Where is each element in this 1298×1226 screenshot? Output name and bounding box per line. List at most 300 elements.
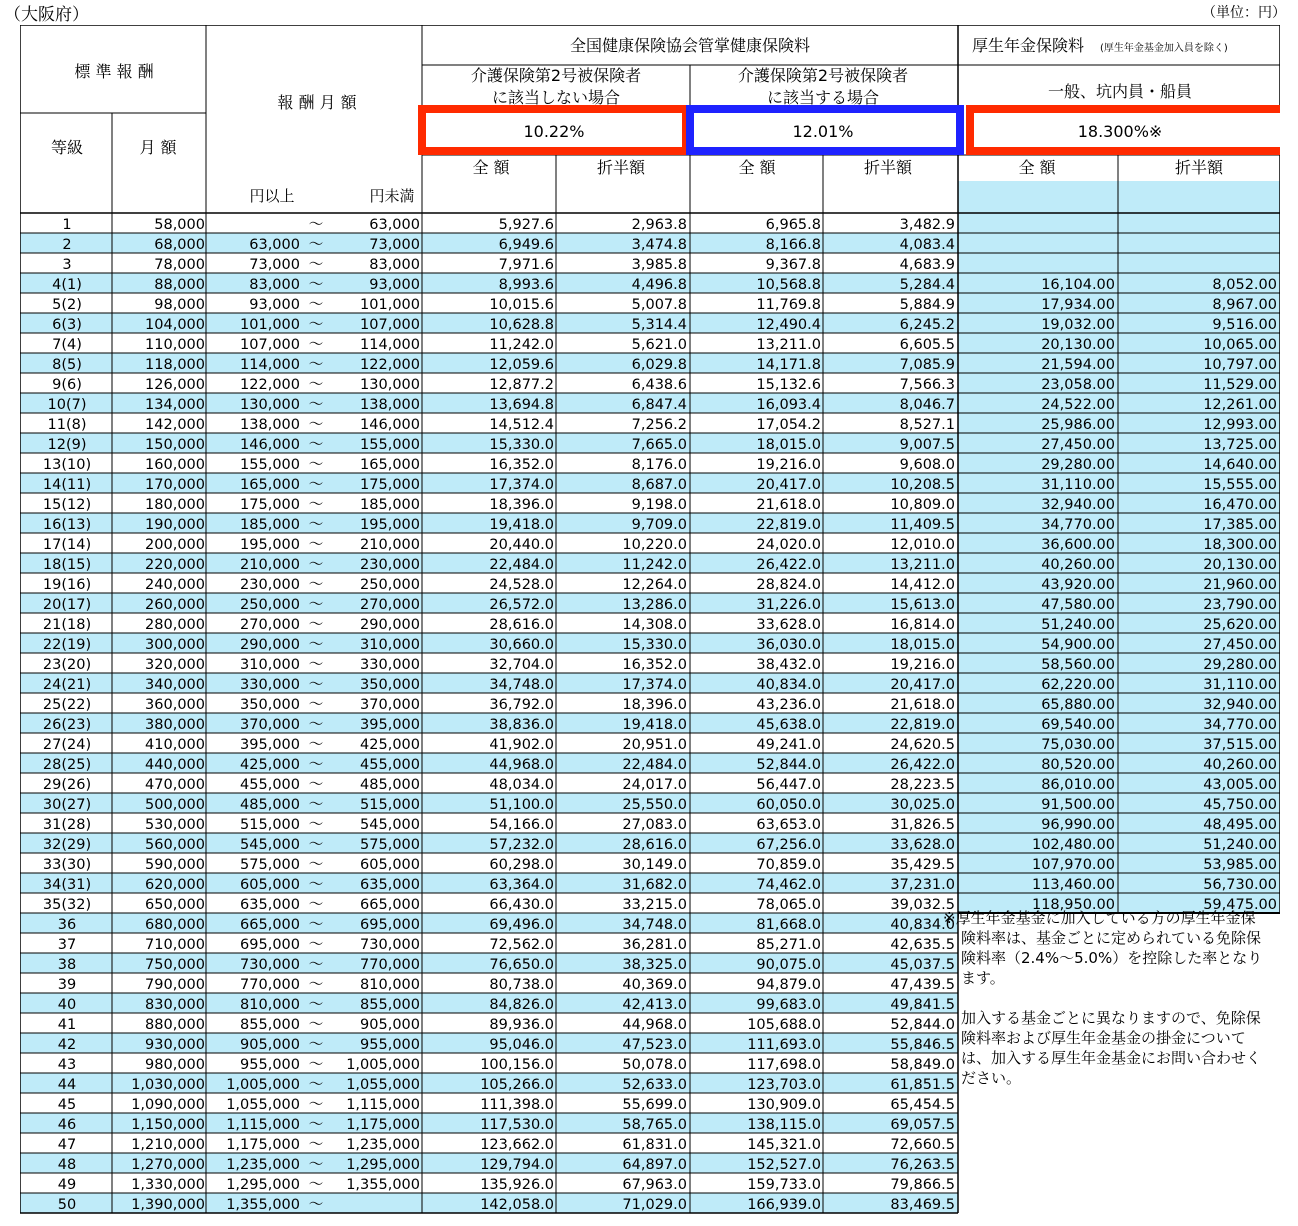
cell-health-full: 5,927.6 (498, 217, 554, 233)
cell-pension-half: 8,967.00 (1212, 297, 1277, 313)
cell-from: 290,000 (240, 637, 300, 653)
cell-to: 665,000 (360, 897, 420, 913)
cell-care-half: 8,527.1 (899, 417, 955, 433)
cell-health-half: 12,264.0 (622, 577, 687, 593)
cell-care-full: 40,834.0 (756, 677, 821, 693)
cell-health-half: 18,396.0 (622, 697, 687, 713)
cell-grade: 10(7) (47, 397, 87, 413)
cell-tilde: ～ (308, 997, 324, 1013)
cell-pension-full: 34,770.00 (1041, 517, 1115, 533)
cell-pension-half: 48,495.00 (1203, 817, 1277, 833)
cell-tilde: ～ (308, 1197, 324, 1213)
cell-from: 695,000 (240, 937, 300, 953)
cell-monthly: 110,000 (145, 337, 205, 353)
cell-tilde: ～ (308, 357, 324, 373)
cell-from: 905,000 (240, 1037, 300, 1053)
cell-grade: 43 (57, 1057, 77, 1073)
cell-from: 230,000 (240, 577, 300, 593)
cell-pension-full: 118,950.00 (1031, 897, 1115, 913)
cell-pension-full: 65,880.00 (1041, 697, 1115, 713)
cell-monthly: 68,000 (154, 237, 205, 253)
cell-health-full: 10,015.6 (489, 297, 554, 313)
cell-monthly: 118,000 (145, 357, 205, 373)
header-full-1: 全 額 (472, 158, 510, 177)
pension-fund-note (943, 908, 1263, 1108)
cell-health-half: 8,687.0 (631, 477, 687, 493)
cell-care-full: 22,819.0 (756, 517, 821, 533)
cell-health-half: 42,413.0 (622, 997, 687, 1013)
cell-health-full: 26,572.0 (489, 597, 554, 613)
cell-pension-full: 51,240.00 (1041, 617, 1115, 633)
cell-to: 155,000 (360, 437, 420, 453)
cell-monthly: 470,000 (145, 777, 205, 793)
cell-to: 93,000 (369, 277, 420, 293)
cell-pension-full: 40,260.00 (1041, 557, 1115, 573)
cell-health-half: 4,496.8 (631, 277, 687, 293)
table-row (43, 617, 1277, 633)
cell-health-full: 36,792.0 (489, 697, 554, 713)
cell-health-half: 13,286.0 (622, 597, 687, 613)
cell-monthly: 300,000 (145, 637, 205, 653)
cell-care-half: 18,015.0 (890, 637, 955, 653)
cell-health-full: 12,877.2 (489, 377, 554, 393)
cell-grade: 33(30) (42, 857, 92, 873)
cell-care-half: 3,482.9 (899, 217, 955, 233)
cell-health-full: 72,562.0 (489, 937, 554, 953)
cell-tilde: ～ (308, 857, 324, 873)
cell-grade: 8(5) (52, 357, 82, 373)
cell-care-full: 38,432.0 (756, 657, 821, 673)
cell-to: 122,000 (360, 357, 420, 373)
cell-health-full: 66,430.0 (489, 897, 554, 913)
cell-health-half: 5,314.4 (631, 317, 687, 333)
cell-care-full: 24,020.0 (756, 537, 821, 553)
cell-to: 185,000 (360, 497, 420, 513)
cell-monthly: 78,000 (154, 257, 205, 273)
cell-health-half: 16,352.0 (622, 657, 687, 673)
cell-care-half: 6,245.2 (899, 317, 955, 333)
table-row (43, 857, 1277, 873)
cell-monthly: 320,000 (145, 657, 205, 673)
cell-health-half: 36,281.0 (622, 937, 687, 953)
cell-care-full: 8,166.8 (765, 237, 821, 253)
cell-care-full: 26,422.0 (756, 557, 821, 573)
cell-tilde: ～ (308, 437, 324, 453)
cell-pension-half: 29,280.00 (1203, 657, 1277, 673)
cell-grade: 32(29) (42, 837, 92, 853)
cell-tilde: ～ (308, 1037, 324, 1053)
cell-care-full: 18,015.0 (756, 437, 821, 453)
cell-monthly: 930,000 (145, 1037, 205, 1053)
cell-care-full: 15,132.6 (756, 377, 821, 393)
cell-from: 730,000 (240, 957, 300, 973)
cell-health-full: 15,330.0 (489, 437, 554, 453)
cell-from: 195,000 (240, 537, 300, 553)
cell-health-full: 12,059.6 (489, 357, 554, 373)
cell-grade: 20(17) (42, 597, 92, 613)
cell-to: 955,000 (360, 1037, 420, 1053)
table-row (58, 957, 955, 973)
cell-care-half: 4,683.9 (899, 257, 955, 273)
cell-tilde: ～ (308, 617, 324, 633)
cell-health-half: 64,897.0 (622, 1157, 687, 1173)
cell-monthly: 170,000 (145, 477, 205, 493)
table-row (43, 497, 1277, 513)
cell-health-full: 17,374.0 (489, 477, 554, 493)
cell-grade: 50 (57, 1197, 77, 1213)
cell-care-full: 60,050.0 (756, 797, 821, 813)
cell-care-full: 123,703.0 (747, 1077, 821, 1093)
table-row (58, 1117, 955, 1133)
cell-care-half: 39,032.5 (890, 897, 955, 913)
cell-tilde: ～ (308, 237, 324, 253)
cell-care-half: 12,010.0 (890, 537, 955, 553)
cell-care-half: 10,208.5 (890, 477, 955, 493)
cell-health-full: 16,352.0 (489, 457, 554, 473)
cell-pension-half: 53,985.00 (1203, 857, 1277, 873)
cell-pension-full: 31,110.00 (1041, 477, 1115, 493)
cell-grade: 1 (62, 217, 72, 233)
cell-from: 122,000 (240, 377, 300, 393)
cell-tilde: ～ (308, 977, 324, 993)
cell-pension-half: 11,529.00 (1203, 377, 1277, 393)
cell-pension-half: 9,516.00 (1212, 317, 1277, 333)
cell-from: 1,295,000 (226, 1177, 300, 1193)
cell-from: 810,000 (240, 997, 300, 1013)
cell-grade: 37 (57, 937, 77, 953)
cell-health-half: 3,474.8 (631, 237, 687, 253)
cell-monthly: 560,000 (145, 837, 205, 853)
cell-monthly: 530,000 (145, 817, 205, 833)
table-row (58, 917, 955, 933)
cell-tilde: ～ (308, 297, 324, 313)
cell-tilde: ～ (308, 337, 324, 353)
cell-pension-full: 80,520.00 (1041, 757, 1115, 773)
header-care-not: 介護保険第2号被保険者 (470, 66, 642, 85)
cell-health-full: 30,660.0 (489, 637, 554, 653)
cell-care-half: 35,429.5 (890, 857, 955, 873)
cell-tilde: ～ (308, 797, 324, 813)
cell-monthly: 980,000 (145, 1057, 205, 1073)
table-row (58, 1197, 955, 1213)
table-row (52, 377, 1277, 393)
cell-care-full: 20,417.0 (756, 477, 821, 493)
cell-health-half: 10,220.0 (622, 537, 687, 553)
cell-health-full: 123,662.0 (480, 1137, 554, 1153)
cell-from: 130,000 (240, 397, 300, 413)
prefecture-label: （大阪府） (4, 5, 89, 25)
cell-health-full: 69,496.0 (489, 917, 554, 933)
cell-tilde: ～ (308, 457, 324, 473)
cell-care-half: 5,884.9 (899, 297, 955, 313)
cell-monthly: 880,000 (145, 1017, 205, 1033)
cell-care-half: 7,085.9 (899, 357, 955, 373)
cell-care-half: 52,844.0 (890, 1017, 955, 1033)
cell-tilde: ～ (308, 897, 324, 913)
cell-from: 1,175,000 (226, 1137, 300, 1153)
cell-health-half: 22,484.0 (622, 757, 687, 773)
cell-monthly: 134,000 (145, 397, 205, 413)
cell-health-full: 14,512.4 (489, 417, 554, 433)
cell-grade: 42 (57, 1037, 77, 1053)
cell-pension-half: 59,475.00 (1203, 897, 1277, 913)
cell-to: 1,005,000 (346, 1057, 420, 1073)
cell-care-full: 43,236.0 (756, 697, 821, 713)
cell-grade: 23(20) (42, 657, 92, 673)
cell-health-full: 28,616.0 (489, 617, 554, 633)
cell-tilde: ～ (308, 1097, 324, 1113)
header-general: 一般、坑内員・船員 (1047, 82, 1193, 101)
cell-health-full: 38,836.0 (489, 717, 554, 733)
cell-to: 485,000 (360, 777, 420, 793)
cell-care-full: 6,965.8 (765, 217, 821, 233)
cell-health-half: 24,017.0 (622, 777, 687, 793)
cell-grade: 5(2) (52, 297, 82, 313)
cell-tilde: ～ (308, 577, 324, 593)
cell-pension-half: 14,640.00 (1203, 457, 1277, 473)
cell-pension-full: 91,500.00 (1041, 797, 1115, 813)
cell-grade: 6(3) (52, 317, 82, 333)
pension-header-bg (958, 181, 1280, 213)
cell-health-half: 9,198.0 (631, 497, 687, 513)
cell-tilde: ～ (308, 817, 324, 833)
cell-care-full: 31,226.0 (756, 597, 821, 613)
cell-pension-full: 16,104.00 (1041, 277, 1115, 293)
cell-care-half: 49,841.5 (890, 997, 955, 1013)
cell-monthly: 240,000 (145, 577, 205, 593)
cell-from: 455,000 (240, 777, 300, 793)
cell-tilde: ～ (308, 937, 324, 953)
cell-monthly: 750,000 (145, 957, 205, 973)
cell-tilde: ～ (308, 477, 324, 493)
cell-care-half: 24,620.5 (890, 737, 955, 753)
cell-health-full: 34,748.0 (489, 677, 554, 693)
cell-health-half: 6,847.4 (631, 397, 687, 413)
cell-care-full: 67,256.0 (756, 837, 821, 853)
cell-care-half: 58,849.0 (890, 1057, 955, 1073)
header-pension-note: (厚生年金基金加入員を除く) (1100, 43, 1228, 54)
cell-care-half: 6,605.5 (899, 337, 955, 353)
cell-pension-full: 21,594.00 (1041, 357, 1115, 373)
cell-care-full: 74,462.0 (756, 877, 821, 893)
cell-care-half: 83,469.5 (890, 1197, 955, 1213)
cell-pension-half: 34,770.00 (1203, 717, 1277, 733)
cell-monthly: 500,000 (145, 797, 205, 813)
cell-monthly: 98,000 (154, 297, 205, 313)
cell-care-full: 11,769.8 (756, 297, 821, 313)
cell-pension-full: 47,580.00 (1041, 597, 1115, 613)
cell-to: 635,000 (360, 877, 420, 893)
cell-tilde: ～ (308, 1177, 324, 1193)
header-care-yes: 介護保険第2号被保険者 (737, 66, 909, 85)
cell-care-full: 90,075.0 (756, 957, 821, 973)
cell-health-half: 31,682.0 (622, 877, 687, 893)
cell-care-half: 9,007.5 (899, 437, 955, 453)
cell-to: 605,000 (360, 857, 420, 873)
cell-care-full: 16,093.4 (756, 397, 821, 413)
cell-to: 83,000 (369, 257, 420, 273)
cell-from: 83,000 (249, 277, 300, 293)
cell-care-half: 28,223.5 (890, 777, 955, 793)
unit-label: （単位：円） (1202, 5, 1286, 21)
cell-from: 545,000 (240, 837, 300, 853)
table-row (58, 1077, 955, 1093)
cell-care-full: 152,527.0 (747, 1157, 821, 1173)
cell-tilde: ～ (308, 697, 324, 713)
cell-pension-half: 12,993.00 (1203, 417, 1277, 433)
cell-pension-half: 20,130.00 (1203, 557, 1277, 573)
cell-health-half: 14,308.0 (622, 617, 687, 633)
cell-to: 855,000 (360, 997, 420, 1013)
cell-grade: 12(9) (47, 437, 87, 453)
cell-to: 146,000 (360, 417, 420, 433)
cell-care-full: 78,065.0 (756, 897, 821, 913)
cell-health-half: 27,083.0 (622, 817, 687, 833)
cell-tilde: ～ (308, 637, 324, 653)
cell-health-full: 129,794.0 (480, 1157, 554, 1173)
cell-health-full: 10,628.8 (489, 317, 554, 333)
cell-pension-half: 23,790.00 (1203, 597, 1277, 613)
cell-care-half: 16,814.0 (890, 617, 955, 633)
table-row (43, 537, 1277, 553)
header-care-yes2: に該当する場合 (766, 88, 880, 107)
cell-health-half: 8,176.0 (631, 457, 687, 473)
table-row (58, 1057, 955, 1073)
cell-monthly: 380,000 (145, 717, 205, 733)
cell-health-full: 84,826.0 (489, 997, 554, 1013)
cell-monthly: 1,030,000 (131, 1077, 205, 1093)
cell-monthly: 160,000 (145, 457, 205, 473)
table-row (58, 997, 955, 1013)
cell-health-full: 48,034.0 (489, 777, 554, 793)
cell-care-full: 70,859.0 (756, 857, 821, 873)
cell-grade: 28(25) (42, 757, 92, 773)
cell-care-half: 21,618.0 (890, 697, 955, 713)
cell-care-half: 37,231.0 (890, 877, 955, 893)
cell-pension-full: 20,130.00 (1041, 337, 1115, 353)
cell-grade: 45 (57, 1097, 77, 1113)
cell-to: 1,115,000 (346, 1097, 420, 1113)
cell-from: 1,005,000 (226, 1077, 300, 1093)
cell-care-full: 94,879.0 (756, 977, 821, 993)
cell-to: 175,000 (360, 477, 420, 493)
table-row (52, 337, 1277, 353)
cell-tilde: ～ (308, 1157, 324, 1173)
cell-health-half: 61,831.0 (622, 1137, 687, 1153)
cell-to: 270,000 (360, 597, 420, 613)
cell-health-full: 142,058.0 (480, 1197, 554, 1213)
cell-health-half: 58,765.0 (622, 1117, 687, 1133)
cell-grade: 25(22) (42, 697, 92, 713)
cell-from: 101,000 (240, 317, 300, 333)
cell-care-half: 19,216.0 (890, 657, 955, 673)
cell-health-full: 100,156.0 (480, 1057, 554, 1073)
cell-grade: 14(11) (42, 477, 92, 493)
cell-to: 1,055,000 (346, 1077, 420, 1093)
cell-pension-full: 96,990.00 (1041, 817, 1115, 833)
cell-health-half: 33,215.0 (622, 897, 687, 913)
header-full-2: 全 額 (738, 158, 776, 177)
cell-monthly: 590,000 (145, 857, 205, 873)
cell-pension-full: 25,986.00 (1041, 417, 1115, 433)
cell-care-half: 22,819.0 (890, 717, 955, 733)
cell-pension-full: 86,010.00 (1041, 777, 1115, 793)
cell-care-half: 26,422.0 (890, 757, 955, 773)
table-row (58, 1157, 955, 1173)
cell-from: 370,000 (240, 717, 300, 733)
cell-health-full: 54,166.0 (489, 817, 554, 833)
header-half-2: 折半額 (863, 158, 913, 177)
cell-monthly: 410,000 (145, 737, 205, 753)
cell-health-half: 52,633.0 (622, 1077, 687, 1093)
cell-care-half: 9,608.0 (899, 457, 955, 473)
cell-grade: 17(14) (42, 537, 92, 553)
table-row (58, 1037, 955, 1053)
cell-pension-full: 75,030.00 (1041, 737, 1115, 753)
cell-health-full: 76,650.0 (489, 957, 554, 973)
cell-to: 250,000 (360, 577, 420, 593)
header-care-not2: に該当しない場合 (491, 88, 621, 107)
table-row (58, 1097, 955, 1113)
header-yen-under: 円未満 (369, 187, 415, 205)
cell-tilde: ～ (308, 1117, 324, 1133)
cell-from: 175,000 (240, 497, 300, 513)
cell-pension-half: 27,450.00 (1203, 637, 1277, 653)
cell-from: 138,000 (240, 417, 300, 433)
cell-to: 730,000 (360, 937, 420, 953)
cell-monthly: 360,000 (145, 697, 205, 713)
cell-health-half: 6,029.8 (631, 357, 687, 373)
cell-to: 101,000 (360, 297, 420, 313)
cell-health-full: 32,704.0 (489, 657, 554, 673)
cell-care-full: 21,618.0 (756, 497, 821, 513)
cell-to: 138,000 (360, 397, 420, 413)
cell-care-half: 79,866.5 (890, 1177, 955, 1193)
cell-grade: 3 (62, 257, 72, 273)
cell-health-half: 34,748.0 (622, 917, 687, 933)
cell-tilde: ～ (308, 397, 324, 413)
header-grade: 等級 (50, 138, 84, 157)
cell-tilde: ～ (308, 1137, 324, 1153)
cell-from: 665,000 (240, 917, 300, 933)
cell-to: 230,000 (360, 557, 420, 573)
cell-from: 955,000 (240, 1057, 300, 1073)
cell-tilde: ～ (308, 257, 324, 273)
header-half-3: 折半額 (1174, 158, 1224, 177)
cell-from: 1,355,000 (226, 1197, 300, 1213)
cell-care-half: 45,037.5 (890, 957, 955, 973)
cell-pension-full: 43,920.00 (1041, 577, 1115, 593)
cell-health-full: 20,440.0 (489, 537, 554, 553)
cell-monthly: 790,000 (145, 977, 205, 993)
table-row (43, 737, 1277, 753)
cell-to: 770,000 (360, 957, 420, 973)
cell-health-full: 117,530.0 (480, 1117, 554, 1133)
cell-health-full: 6,949.6 (498, 237, 554, 253)
pension-empty-bg (958, 213, 1280, 273)
cell-pension-full: 58,560.00 (1041, 657, 1115, 673)
cell-care-half: 20,417.0 (890, 677, 955, 693)
cell-pension-full: 23,058.00 (1041, 377, 1115, 393)
cell-grade: 22(19) (42, 637, 92, 653)
cell-monthly: 440,000 (145, 757, 205, 773)
cell-pension-half: 12,261.00 (1203, 397, 1277, 413)
cell-care-half: 11,409.5 (890, 517, 955, 533)
cell-monthly: 1,090,000 (131, 1097, 205, 1113)
cell-care-full: 17,054.2 (756, 417, 821, 433)
cell-from: 330,000 (240, 677, 300, 693)
cell-from: 63,000 (249, 237, 300, 253)
